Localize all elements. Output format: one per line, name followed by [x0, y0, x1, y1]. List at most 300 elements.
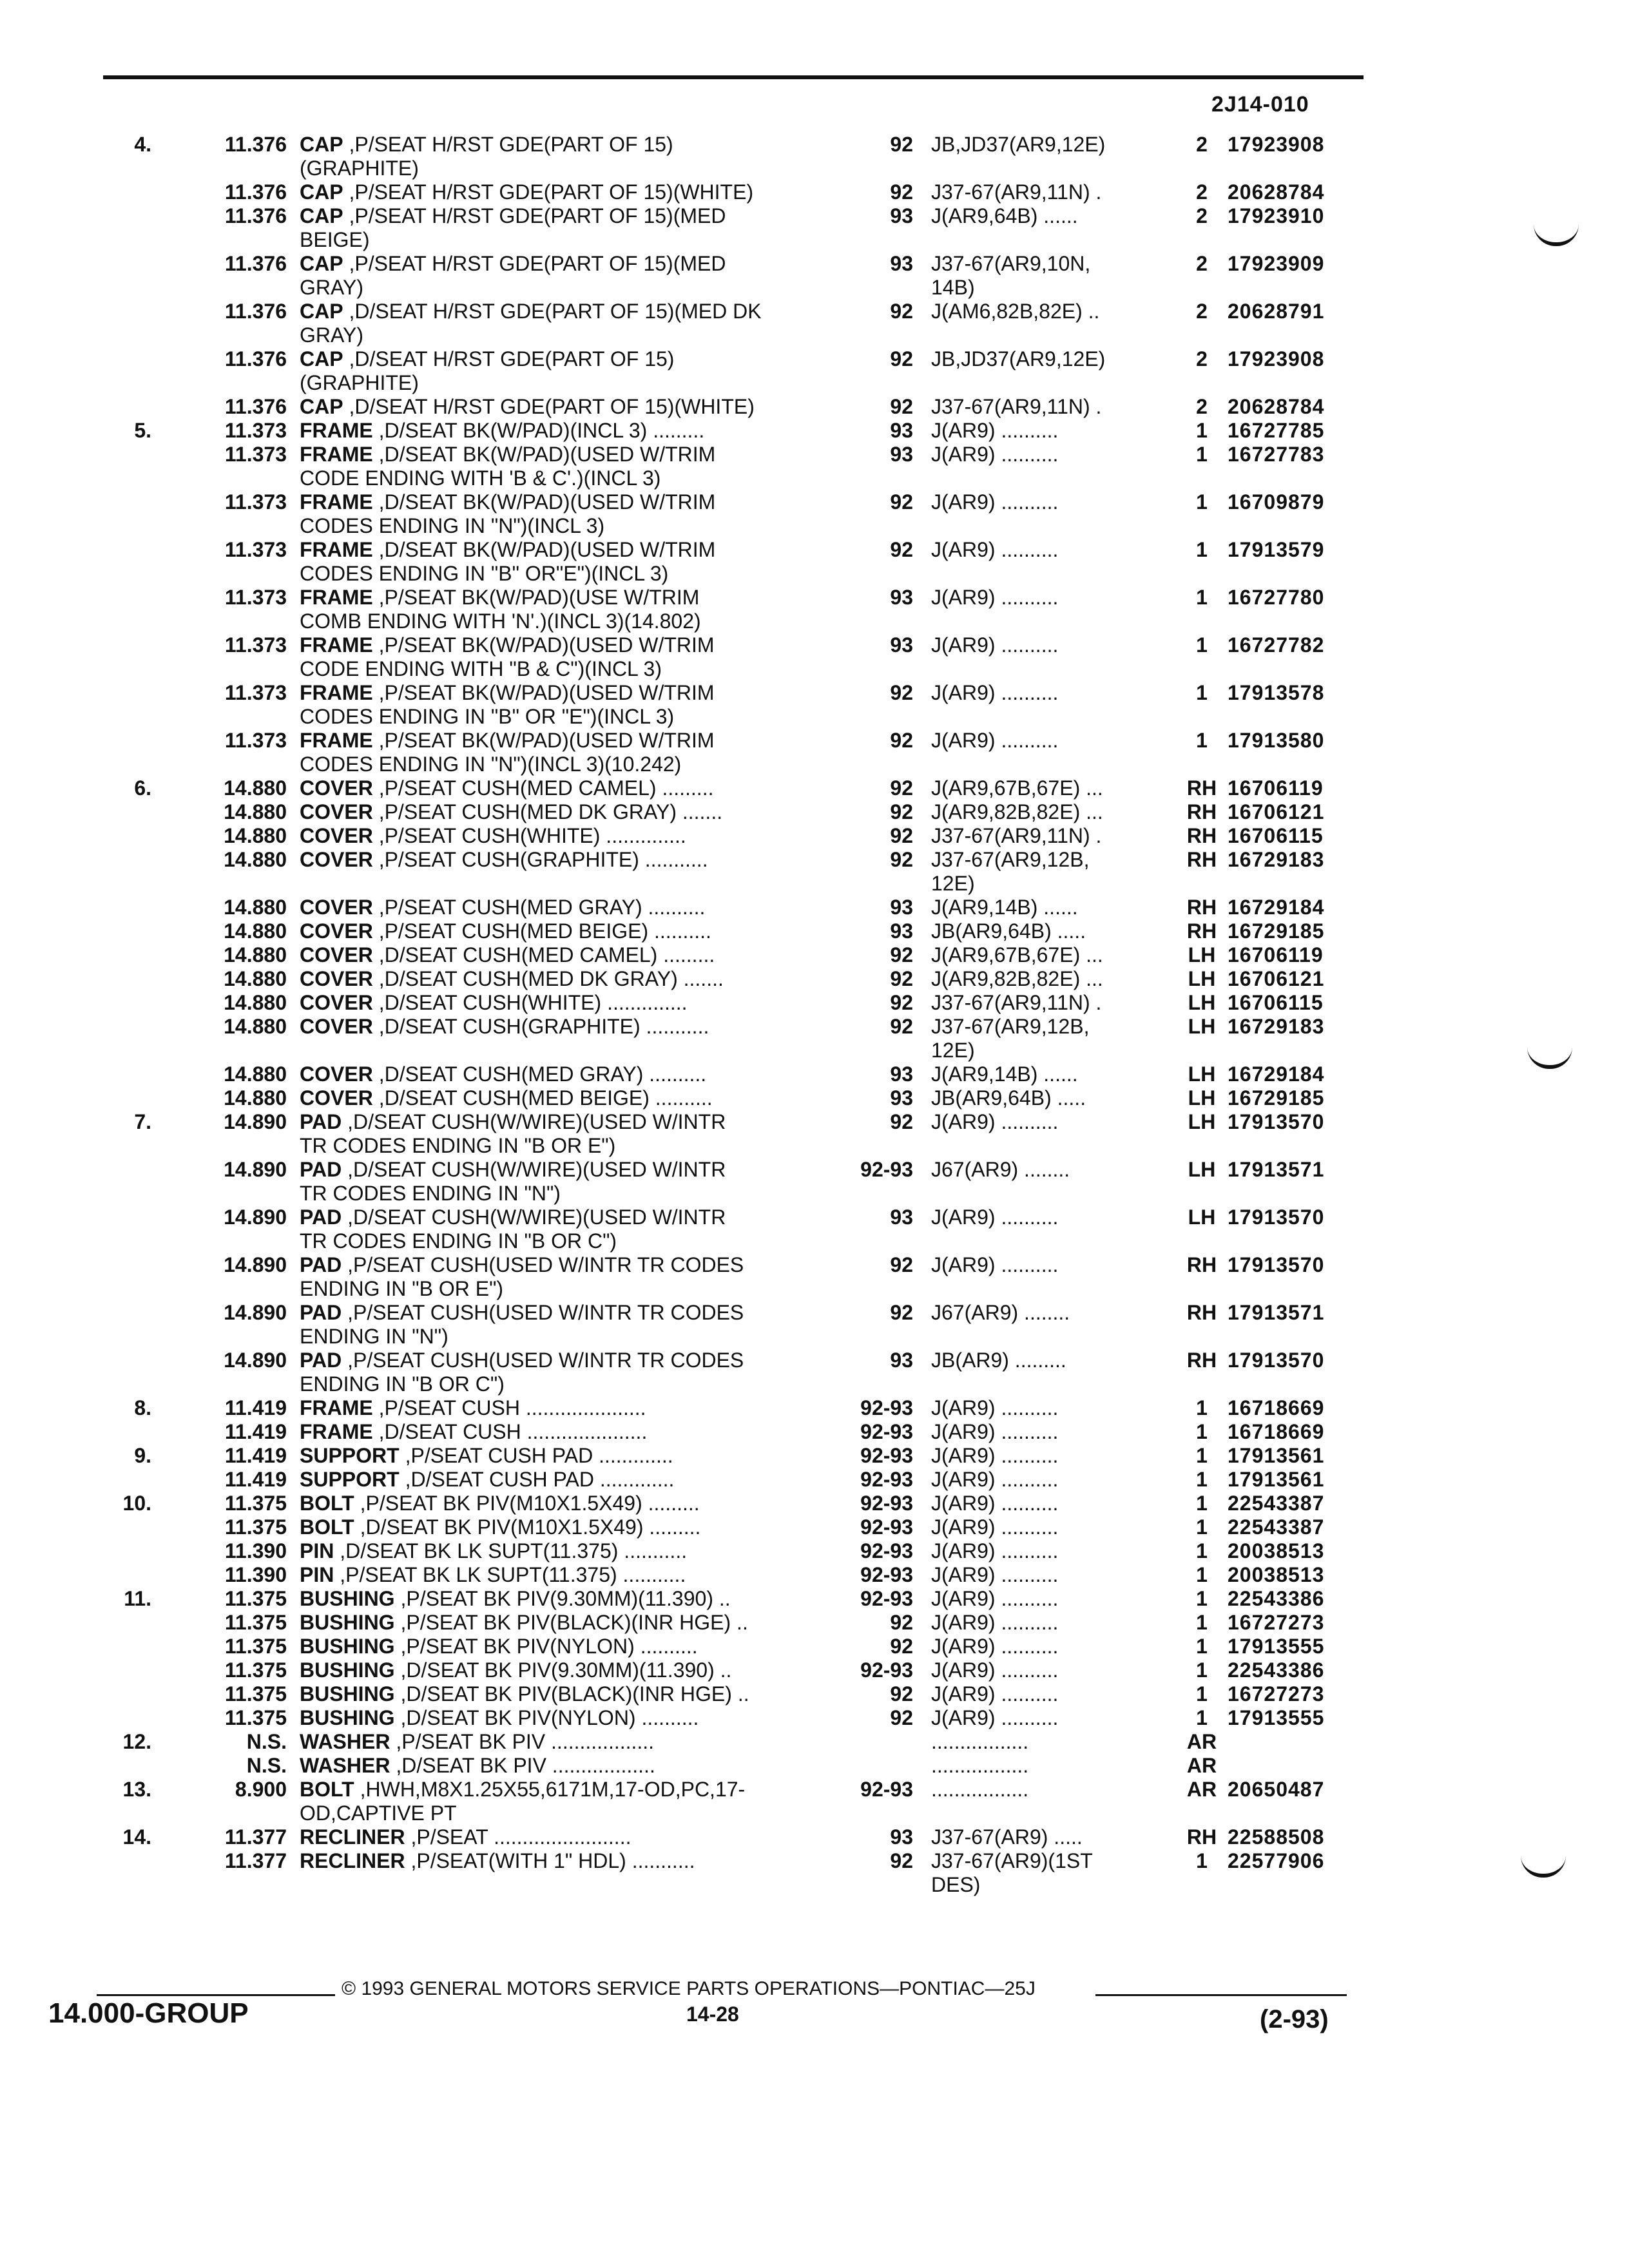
- group-number: 11.373: [224, 490, 287, 514]
- table-row: [0, 538, 1629, 586]
- group-number: 11.376: [224, 347, 287, 370]
- table-row: [0, 1682, 1629, 1706]
- part-name: PAD: [300, 1206, 342, 1229]
- group-number: 11.373: [224, 443, 287, 466]
- table-row: [0, 1587, 1629, 1611]
- part-name: PAD: [300, 1301, 342, 1324]
- model-year: 92: [890, 681, 913, 704]
- part-number: 17913570: [1228, 1110, 1325, 1133]
- model-year: 93: [890, 443, 913, 466]
- part-description: [300, 1611, 844, 1635]
- part-detail: ,P/SEAT CUSH(WHITE) ..............: [372, 824, 686, 847]
- part-detail: ,D/SEAT CUSH(GRAPHITE) ...........: [372, 1015, 709, 1038]
- model-code: J(AR9) ..........: [931, 1253, 1059, 1276]
- model-year: 92: [890, 1706, 913, 1729]
- part-description: [300, 1635, 844, 1658]
- quantity: 2: [1196, 204, 1208, 227]
- model-code: .................: [931, 1778, 1029, 1801]
- group-number: 11.376: [224, 204, 287, 227]
- part-detail: ,P/SEAT BK(W/PAD)(USED W/TRIM CODES ENDING IN "B" OR "E")(INCL 3): [300, 681, 715, 728]
- part-number: 17923908: [1228, 347, 1325, 370]
- quantity: 2: [1196, 252, 1208, 275]
- part-number: 17913571: [1228, 1158, 1325, 1181]
- group-number: 11.419: [224, 1396, 287, 1419]
- group-number: 11.373: [224, 633, 287, 657]
- table-row: [0, 419, 1629, 443]
- part-description: [300, 824, 844, 848]
- table-row: [0, 1778, 1629, 1825]
- part-number: 16729184: [1228, 1062, 1325, 1086]
- part-description: [300, 586, 844, 633]
- group-number: 14.880: [224, 967, 287, 990]
- page-code: 2J14-010: [1211, 92, 1309, 117]
- model-code: J(AR9,67B,67E) ...: [931, 943, 1103, 966]
- model-year: 93: [890, 252, 913, 275]
- part-detail: ,D/SEAT CUSH(MED DK GRAY) .......: [372, 967, 724, 990]
- quantity: LH: [1188, 1086, 1216, 1110]
- quantity: LH: [1188, 1206, 1216, 1229]
- part-detail: ,D/SEAT BK(W/PAD)(USED W/TRIM CODES ENDING IN "N")(INCL 3): [300, 490, 716, 537]
- model-code: J(AR9) ..........: [931, 1563, 1059, 1586]
- part-number: 17913570: [1228, 1253, 1325, 1276]
- table-row: [0, 1301, 1629, 1349]
- table-row: [0, 1062, 1629, 1086]
- quantity: 1: [1196, 1587, 1208, 1610]
- group-number: 11.373: [224, 586, 287, 609]
- quantity: 1: [1196, 1492, 1208, 1515]
- part-name: FRAME: [300, 681, 373, 704]
- part-name: FRAME: [300, 633, 373, 657]
- model-year: 92: [890, 991, 913, 1014]
- table-row: [0, 1539, 1629, 1563]
- model-year: 92: [890, 347, 913, 370]
- part-detail: ,P/SEAT CUSH(GRAPHITE) ...........: [372, 848, 708, 871]
- part-name: WASHER: [300, 1730, 390, 1753]
- part-detail: ,D/SEAT BK(W/PAD)(INCL 3) .........: [372, 419, 705, 442]
- part-description: [300, 1444, 844, 1468]
- model-year: 92: [890, 800, 913, 823]
- part-detail: ,P/SEAT H/RST GDE(PART OF 15)(MED BEIGE): [300, 204, 726, 251]
- model-code: J37-67(AR9,11N) .: [931, 824, 1102, 847]
- part-number: 22543387: [1228, 1515, 1325, 1539]
- part-description: [300, 1730, 844, 1754]
- quantity: 1: [1196, 729, 1208, 752]
- quantity: LH: [1188, 967, 1216, 990]
- part-description: [300, 848, 844, 872]
- part-name: FRAME: [300, 490, 373, 514]
- part-name: COVER: [300, 991, 373, 1014]
- part-description: [300, 633, 844, 681]
- part-name: COVER: [300, 943, 373, 966]
- model-code: J(AR9) ..........: [931, 443, 1059, 466]
- table-row: [0, 1611, 1629, 1635]
- quantity: LH: [1188, 943, 1216, 966]
- model-code: J67(AR9) ........: [931, 1301, 1070, 1324]
- model-code: J(AR9,14B) ......: [931, 896, 1078, 919]
- model-year: 92: [890, 776, 913, 800]
- table-row: [0, 919, 1629, 943]
- model-year: 93: [890, 204, 913, 227]
- model-code: J(AR9) ..........: [931, 1110, 1059, 1133]
- group-number: 14.890: [224, 1110, 287, 1133]
- part-detail: ,P/SEAT ........................: [405, 1825, 631, 1849]
- group-number: 11.373: [224, 538, 287, 561]
- item-index: 4.: [134, 133, 151, 156]
- part-detail: ,D/SEAT BK PIV(M10X1.5X49) .........: [354, 1515, 701, 1539]
- model-code: J(AR9) ..........: [931, 490, 1059, 514]
- quantity: 1: [1196, 681, 1208, 704]
- quantity: RH: [1186, 919, 1217, 943]
- model-code: JB(AR9) .........: [931, 1349, 1066, 1372]
- part-description: [300, 1158, 844, 1206]
- quantity: 2: [1196, 300, 1208, 323]
- part-number: 20628784: [1228, 395, 1325, 418]
- table-row: [0, 300, 1629, 347]
- model-year: 92-93: [860, 1444, 913, 1467]
- part-description: [300, 133, 844, 180]
- part-detail: ,D/SEAT H/RST GDE(PART OF 15)(WHITE): [343, 395, 755, 418]
- model-year: 92: [890, 490, 913, 514]
- model-code: J(AR9) ..........: [931, 1658, 1059, 1682]
- part-detail: ,P/SEAT CUSH(MED GRAY) ..........: [372, 896, 706, 919]
- quantity: 1: [1196, 633, 1208, 657]
- model-code: J(AR9) ..........: [931, 1611, 1059, 1634]
- group-number: 14.880: [224, 800, 287, 823]
- model-code: J37-67(AR9) .....: [931, 1825, 1083, 1849]
- model-year: 92-93: [860, 1539, 913, 1562]
- part-description: [300, 1301, 844, 1349]
- group-number: 11.375: [224, 1492, 287, 1515]
- group-number: 14.880: [224, 848, 287, 871]
- part-detail: ,D/SEAT BK PIV ..................: [390, 1754, 655, 1777]
- part-description: [300, 419, 844, 443]
- part-description: [300, 991, 844, 1015]
- table-row: [0, 967, 1629, 991]
- part-name: COVER: [300, 967, 373, 990]
- part-name: BUSHING: [300, 1587, 395, 1610]
- part-detail: ,P/SEAT CUSH PAD .............: [399, 1444, 673, 1467]
- part-description: [300, 1515, 844, 1539]
- group-number: 11.375: [224, 1706, 287, 1729]
- group-number: 11.419: [224, 1468, 287, 1491]
- model-year: 92-93: [860, 1658, 913, 1682]
- table-row: [0, 1515, 1629, 1539]
- part-name: BUSHING: [300, 1682, 395, 1706]
- part-name: FRAME: [300, 443, 373, 466]
- part-name: COVER: [300, 1015, 373, 1038]
- group-label: 14.000-GROUP: [48, 1997, 249, 2029]
- group-number: 11.419: [224, 1444, 287, 1467]
- table-row: [0, 1444, 1629, 1468]
- model-code: J(AR9) ..........: [931, 1706, 1059, 1729]
- group-number: 11.376: [224, 133, 287, 156]
- part-description: [300, 1587, 844, 1611]
- group-number: 14.880: [224, 1062, 287, 1086]
- group-number: 11.375: [224, 1611, 287, 1634]
- table-row: [0, 824, 1629, 848]
- table-row: [0, 133, 1629, 180]
- part-description: [300, 1206, 844, 1253]
- part-name: CAP: [300, 347, 343, 370]
- model-year: 92-93: [860, 1563, 913, 1586]
- part-number: 17913561: [1228, 1444, 1325, 1467]
- part-name: COVER: [300, 776, 373, 800]
- model-code: J(AR9) ..........: [931, 633, 1059, 657]
- part-number: 22543387: [1228, 1492, 1325, 1515]
- quantity: 1: [1196, 1682, 1208, 1706]
- part-description: [300, 204, 844, 252]
- part-description: [300, 1396, 844, 1420]
- quantity: 1: [1196, 419, 1208, 442]
- model-code: J37-67(AR9,10N, 14B): [931, 252, 1091, 299]
- table-row: [0, 848, 1629, 896]
- table-row: [0, 896, 1629, 919]
- quantity: AR: [1186, 1730, 1217, 1753]
- table-row: [0, 204, 1629, 252]
- model-year: 92: [890, 538, 913, 561]
- part-detail: ,P/SEAT H/RST GDE(PART OF 15)(WHITE): [343, 180, 754, 204]
- part-description: [300, 896, 844, 919]
- item-index: 10.: [122, 1492, 151, 1515]
- quantity: LH: [1188, 1158, 1216, 1181]
- group-number: 14.890: [224, 1349, 287, 1372]
- model-code: J(AR9) ..........: [931, 1515, 1059, 1539]
- part-description: [300, 1706, 844, 1730]
- quantity: LH: [1188, 1062, 1216, 1086]
- group-number: 11.376: [224, 252, 287, 275]
- group-number: 14.890: [224, 1301, 287, 1324]
- group-number: 11.373: [224, 419, 287, 442]
- part-detail: ,P/SEAT CUSH(MED CAMEL) .........: [372, 776, 714, 800]
- part-name: BUSHING: [300, 1611, 395, 1634]
- part-number: 16727780: [1228, 586, 1325, 609]
- table-row: [0, 1825, 1629, 1849]
- part-number: 16729185: [1228, 1086, 1325, 1110]
- group-number: 11.390: [224, 1539, 287, 1562]
- group-number: N.S.: [246, 1730, 287, 1753]
- quantity: LH: [1188, 1015, 1216, 1038]
- quantity: RH: [1186, 848, 1217, 871]
- table-row: [0, 347, 1629, 395]
- part-name: BOLT: [300, 1492, 354, 1515]
- part-name: COVER: [300, 824, 373, 847]
- part-name: RECLINER: [300, 1825, 405, 1849]
- model-year: 92: [890, 1682, 913, 1706]
- part-name: PAD: [300, 1158, 342, 1181]
- group-number: 11.377: [224, 1825, 287, 1849]
- part-detail: ,D/SEAT BK PIV(9.30MM)(11.390) ..: [394, 1658, 732, 1682]
- quantity: RH: [1186, 1253, 1217, 1276]
- part-number: 22543386: [1228, 1658, 1325, 1682]
- group-number: 11.376: [224, 180, 287, 204]
- part-detail: ,D/SEAT CUSH(MED CAMEL) .........: [372, 943, 715, 966]
- part-name: FRAME: [300, 729, 373, 752]
- table-row: [0, 1110, 1629, 1158]
- part-detail: ,P/SEAT BK(W/PAD)(USED W/TRIM CODES ENDING IN "N")(INCL 3)(10.242): [300, 729, 715, 776]
- table-row: [0, 1635, 1629, 1658]
- part-detail: ,D/SEAT CUSH(MED BEIGE) ..........: [372, 1086, 713, 1110]
- model-year: 93: [890, 419, 913, 442]
- part-name: CAP: [300, 133, 343, 156]
- group-number: 14.880: [224, 824, 287, 847]
- footer-rule-right: [1095, 1994, 1347, 1996]
- part-description: [300, 395, 844, 419]
- quantity: 1: [1196, 1396, 1208, 1419]
- quantity: 1: [1196, 1444, 1208, 1467]
- quantity: 1: [1196, 1468, 1208, 1491]
- model-code: JB,JD37(AR9,12E): [931, 133, 1106, 156]
- table-row: [0, 1706, 1629, 1730]
- model-year: 92: [890, 824, 913, 847]
- model-code: J37-67(AR9,11N) .: [931, 991, 1102, 1014]
- model-code: J(AR9,64B) ......: [931, 204, 1078, 227]
- table-row: [0, 180, 1629, 204]
- part-detail: ,P/SEAT BK PIV(9.30MM)(11.390) ..: [394, 1587, 731, 1610]
- part-description: [300, 1682, 844, 1706]
- footer-rule-left: [97, 1994, 335, 1996]
- model-year: 92: [890, 133, 913, 156]
- item-index: 13.: [122, 1778, 151, 1801]
- part-detail: ,D/SEAT CUSH(W/WIRE)(USED W/INTR TR CODES ENDING IN "B OR E"): [300, 1110, 726, 1157]
- table-row: [0, 1015, 1629, 1062]
- top-rule: [103, 75, 1364, 79]
- model-code: J(AR9,82B,82E) ...: [931, 800, 1103, 823]
- part-number: 17913570: [1228, 1349, 1325, 1372]
- part-name: FRAME: [300, 1396, 373, 1419]
- quantity: RH: [1186, 1301, 1217, 1324]
- part-description: [300, 776, 844, 800]
- model-year: 92-93: [860, 1396, 913, 1419]
- part-detail: ,D/SEAT BK PIV(BLACK)(INR HGE) ..: [394, 1682, 749, 1706]
- model-year: 93: [890, 1349, 913, 1372]
- item-index: 6.: [134, 776, 151, 800]
- part-description: [300, 729, 844, 776]
- model-year: 92: [890, 967, 913, 990]
- group-number: 11.375: [224, 1682, 287, 1706]
- part-number: 17913561: [1228, 1468, 1325, 1491]
- group-number: 11.376: [224, 300, 287, 323]
- part-number: 16727273: [1228, 1611, 1325, 1634]
- table-row: [0, 1420, 1629, 1444]
- part-detail: ,P/SEAT CUSH(USED W/INTR TR CODES ENDING IN "B OR C"): [300, 1349, 744, 1396]
- table-row: [0, 252, 1629, 300]
- model-year: 92: [890, 300, 913, 323]
- part-description: [300, 252, 844, 300]
- group-number: 11.373: [224, 729, 287, 752]
- part-number: 17923908: [1228, 133, 1325, 156]
- model-code: J(AR9,67B,67E) ...: [931, 776, 1103, 800]
- part-number: 16727273: [1228, 1682, 1325, 1706]
- group-number: 14.890: [224, 1253, 287, 1276]
- model-year: 92: [890, 1301, 913, 1324]
- group-number: 14.890: [224, 1206, 287, 1229]
- part-number: 22588508: [1228, 1825, 1325, 1849]
- part-name: CAP: [300, 300, 343, 323]
- group-number: 11.373: [224, 681, 287, 704]
- model-code: J(AR9) ..........: [931, 1682, 1059, 1706]
- part-detail: ,P/SEAT BK(W/PAD)(USED W/TRIM CODE ENDING WITH "B & C")(INCL 3): [300, 633, 715, 680]
- group-number: 11.377: [224, 1849, 287, 1872]
- part-detail: ,D/SEAT BK(W/PAD)(USED W/TRIM CODE ENDING WITH 'B & C'.)(INCL 3): [300, 443, 716, 490]
- part-number: 20038513: [1228, 1539, 1325, 1562]
- quantity: 1: [1196, 1658, 1208, 1682]
- item-index: 7.: [134, 1110, 151, 1133]
- part-name: BOLT: [300, 1778, 354, 1801]
- table-row: [0, 1349, 1629, 1396]
- model-year: 92: [890, 1849, 913, 1872]
- part-detail: ,P/SEAT BK(W/PAD)(USE W/TRIM COMB ENDING WITH 'N'.)(INCL 3)(14.802): [300, 586, 701, 633]
- model-code: J67(AR9) ........: [931, 1158, 1070, 1181]
- quantity: 1: [1196, 1539, 1208, 1562]
- table-row: [0, 586, 1629, 633]
- quantity: 1: [1196, 1706, 1208, 1729]
- part-detail: ,P/SEAT H/RST GDE(PART OF 15) (GRAPHITE): [300, 133, 673, 180]
- part-name: WASHER: [300, 1754, 390, 1777]
- model-year: 93: [890, 919, 913, 943]
- model-year: 92: [890, 1611, 913, 1634]
- part-name: CAP: [300, 204, 343, 227]
- part-name: FRAME: [300, 419, 373, 442]
- model-year: 92: [890, 1110, 913, 1133]
- part-number: 20650487: [1228, 1778, 1325, 1801]
- part-detail: ,P/SEAT BK LK SUPT(11.375) ...........: [334, 1563, 686, 1586]
- part-description: [300, 1253, 844, 1301]
- part-description: [300, 1563, 844, 1587]
- model-code: J(AR9) ..........: [931, 1420, 1059, 1443]
- part-number: 16706115: [1228, 824, 1324, 847]
- part-description: [300, 681, 844, 729]
- group-number: 11.390: [224, 1563, 287, 1586]
- part-detail: ,P/SEAT CUSH(MED BEIGE) ..........: [372, 919, 711, 943]
- table-row: [0, 1396, 1629, 1420]
- part-name: BUSHING: [300, 1635, 395, 1658]
- part-name: COVER: [300, 800, 373, 823]
- part-description: [300, 1420, 844, 1444]
- part-number: 22543386: [1228, 1587, 1325, 1610]
- table-row: [0, 1206, 1629, 1253]
- part-detail: ,D/SEAT CUSH PAD .............: [399, 1468, 675, 1491]
- part-detail: ,D/SEAT H/RST GDE(PART OF 15) (GRAPHITE): [300, 347, 675, 394]
- table-row: [0, 1754, 1629, 1778]
- part-detail: ,P/SEAT(WITH 1" HDL) ...........: [405, 1849, 695, 1872]
- quantity: 1: [1196, 443, 1208, 466]
- table-row: [0, 1849, 1629, 1897]
- group-number: 14.890: [224, 1158, 287, 1181]
- model-code: J(AR9) ..........: [931, 586, 1059, 609]
- table-row: [0, 1468, 1629, 1492]
- table-row: [0, 490, 1629, 538]
- model-code: J(AR9) ..........: [931, 1539, 1059, 1562]
- part-description: [300, 1778, 844, 1825]
- group-number: 14.880: [224, 1086, 287, 1110]
- part-number: 17923909: [1228, 252, 1325, 275]
- model-year: 92: [890, 1635, 913, 1658]
- group-number: 11.375: [224, 1635, 287, 1658]
- part-detail: ,D/SEAT BK PIV(NYLON) ..........: [394, 1706, 699, 1729]
- model-code: J(AR9) ..........: [931, 1468, 1059, 1491]
- table-row: [0, 395, 1629, 419]
- part-number: 17923910: [1228, 204, 1325, 227]
- model-code: J37-67(AR9,12B, 12E): [931, 1015, 1090, 1062]
- part-name: COVER: [300, 1086, 373, 1110]
- part-name: PIN: [300, 1539, 334, 1562]
- part-name: RECLINER: [300, 1849, 405, 1872]
- part-detail: ,D/SEAT BK(W/PAD)(USED W/TRIM CODES ENDING IN "B" OR"E")(INCL 3): [300, 538, 716, 585]
- part-number: 16727783: [1228, 443, 1325, 466]
- quantity: 1: [1196, 1515, 1208, 1539]
- group-number: 14.880: [224, 776, 287, 800]
- part-number: 16729183: [1228, 1015, 1325, 1038]
